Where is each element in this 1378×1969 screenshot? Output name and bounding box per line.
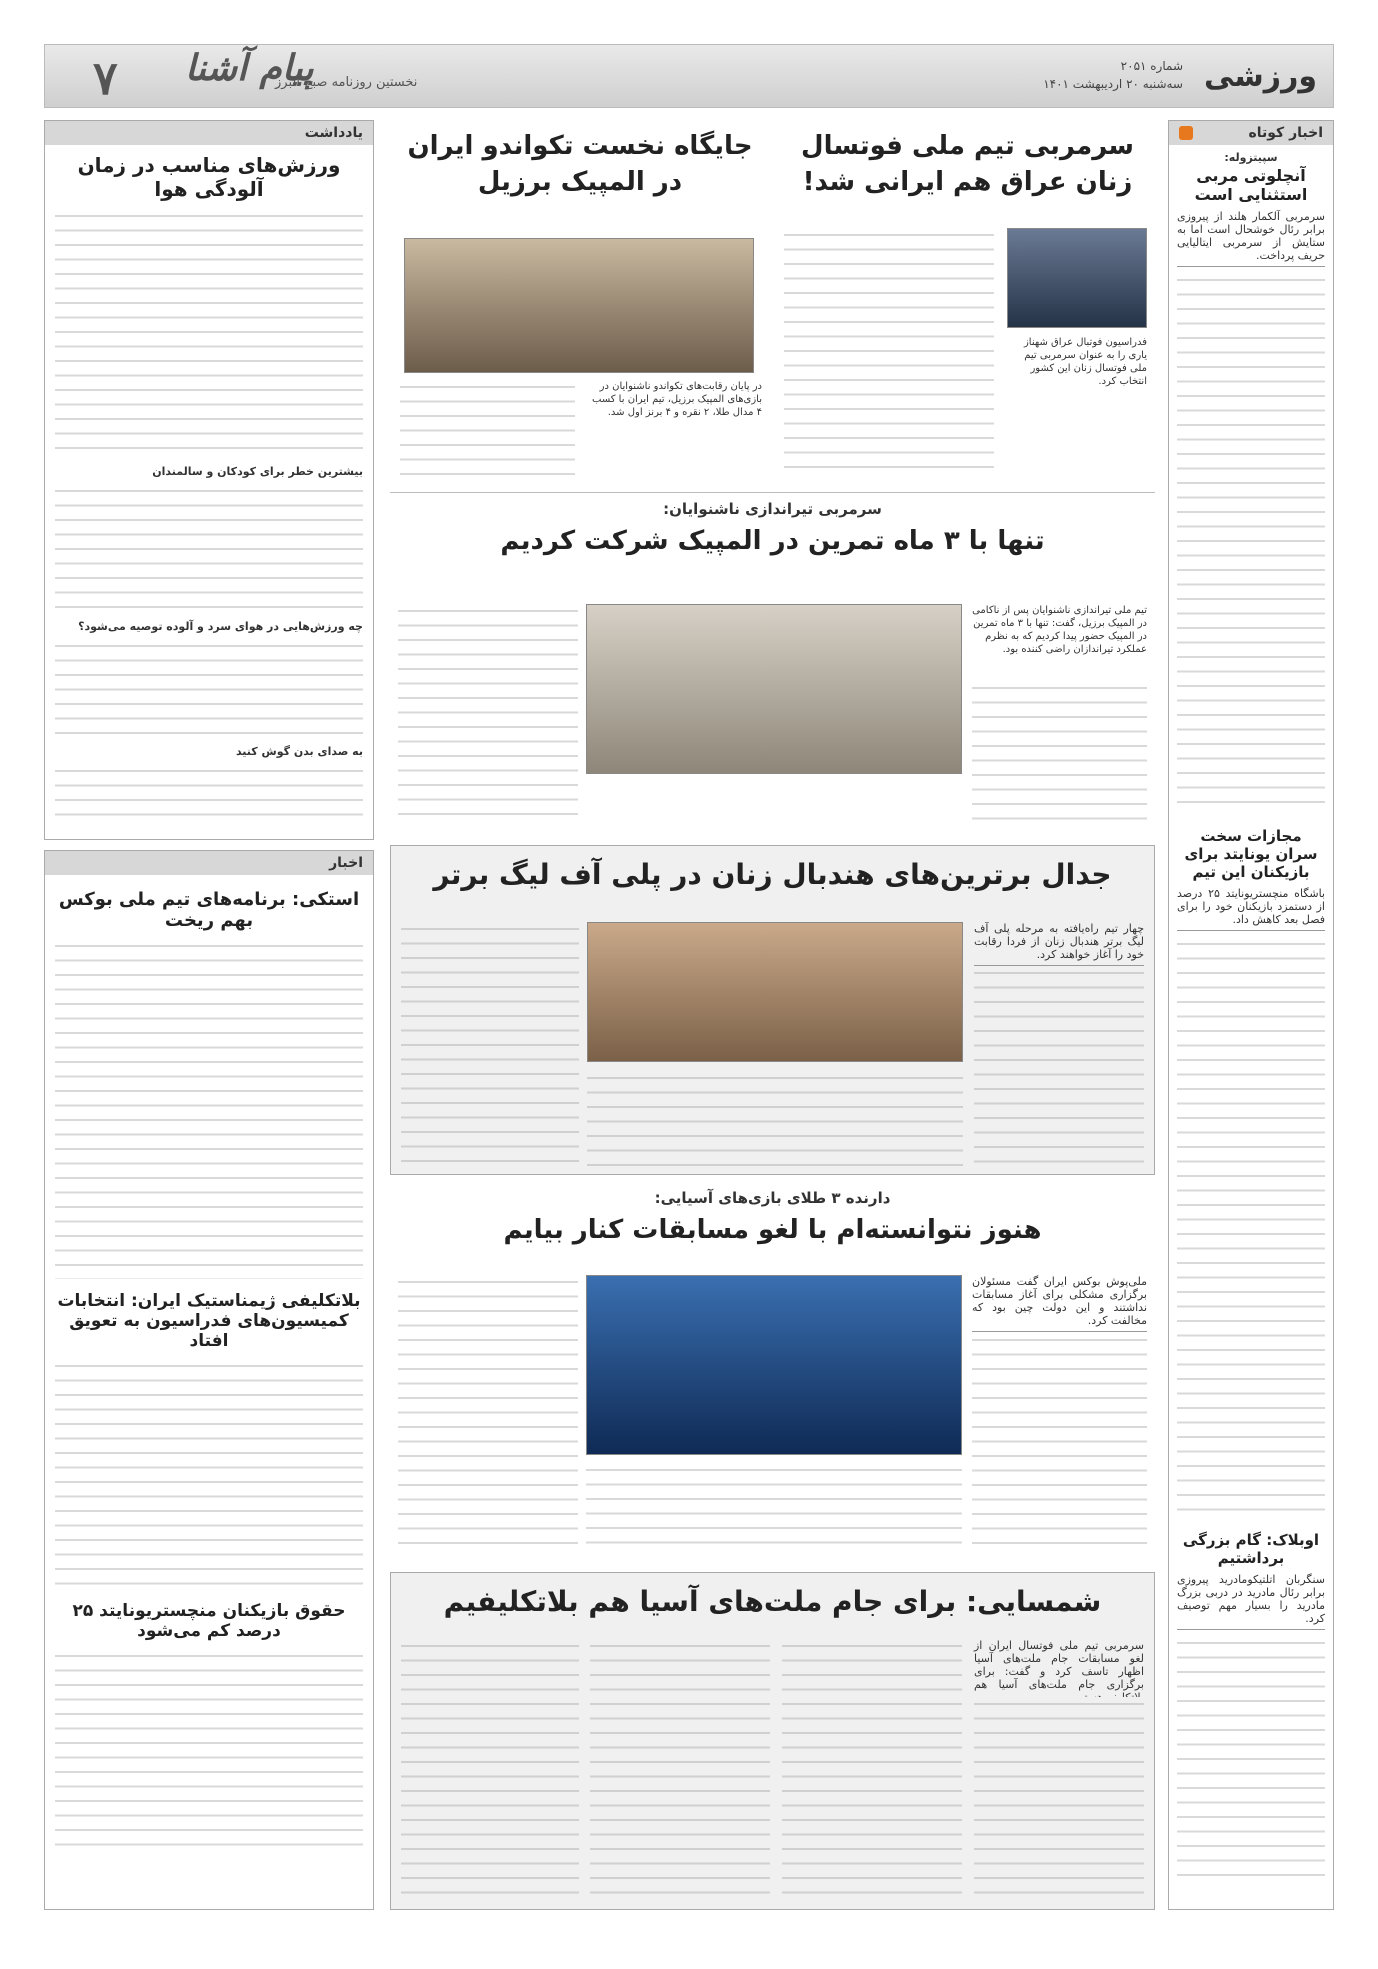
note-body-4 [55,764,363,824]
note-body-1 [55,209,363,459]
rss-icon [1179,126,1193,140]
afc-title: شمسایی: برای جام ملت‌های آسیا هم بلاتکلیفیم [443,1585,1102,1618]
boxing-lead: ملی‌پوش بوکس ایران گفت مسئولان برگزاری مشکلی برای آغاز مسابقات نداشتند و این دولت چین بود که مخالفت کرد. [972,1275,1147,1332]
futsal-caption: فدراسیون فوتبال عراق شهناز یاری را به عنوان سرمربی تیم ملی فوتسال زنان این کشور انتخاب کرد. [1023,337,1147,387]
afc-body-col1 [974,1697,1144,1901]
item2-body [1177,937,1325,1517]
news1-body [55,939,363,1279]
boxing-story [390,1185,1155,1565]
newspaper-logo: پیام آشنا [185,47,314,89]
short-news-label: اخبار کوتاه [1248,125,1323,141]
short-news-header [1169,121,1333,145]
shooting-caption: تیم ملی تیراندازی ناشنوایان پس از ناکامی در المپیک برزیل، گفت: تنها با ۳ ماه تمرین در المپیک حضور پیدا کردیم که به نظرم عملکرد تیراندازان راضی کننده بود. [972,605,1147,655]
afc-body-col4 [401,1639,579,1901]
afc-body-col2 [782,1639,962,1901]
tagline: نخستین روزنامه صبح البرز [275,75,418,90]
futsal-story [780,128,1155,488]
masthead [44,44,1334,108]
item1-body [1177,273,1325,813]
note-column [44,120,374,840]
item1-lead: سرمربی آلکمار هلند از پیروزی برابر رئال خوشحال است اما به ستایش از سرمربی ایتالیایی حریف پرداخت. [1177,210,1325,267]
afc-story [390,1572,1155,1910]
handball-body-left [401,922,579,1166]
issue-info [1043,57,1183,93]
shooting-body-right [972,681,1147,826]
boxing-body-right [972,1333,1147,1555]
shooting-title: تنها با ۳ ماه تمرین در المپیک شرکت کردیم [500,526,1045,556]
note-body-2 [55,484,363,614]
handball-lead: چهار تیم راه‌یافته به مرحله پلی آف لیگ برتر هندبال زنان از فردا رقابت خود را آغاز خواهند کرد. [974,922,1144,966]
note-sub3: به صدای بدن گوش کنید [235,745,363,758]
taekwondo-caption: در پایان رقابت‌های تکواندو ناشنوایان در بازی‌های المپیک برزیل، تیم ایران با کسب ۴ مدال طلا، ۲ نقره و ۴ برنز اول شد. [592,381,762,418]
news1-title: استکی: برنامه‌های تیم ملی بوکس بهم ریخت [58,889,360,931]
item2-lead: باشگاه منچستریونایتد ۲۵ درصد از دستمزد بازیکنان خود را برای فصل بعد کاهش داد. [1177,887,1325,931]
note-body-3 [55,639,363,739]
boxing-body-left [398,1275,578,1555]
news-column [44,850,374,1910]
shooting-story [390,496,1155,836]
issue-date: سه‌شنبه ۲۰ اردیبهشت ۱۴۰۱ [1043,77,1183,91]
boxing-body-center [586,1463,962,1555]
boxer-photo [586,1275,962,1455]
handball-photo [587,922,963,1062]
news3-title: حقوق بازیکنان منچستریونایتد ۲۵ درصد کم می‌شود [72,1601,346,1641]
item1-title: آنچلوتی مربی استثنایی است [1194,166,1308,204]
page-number: ۷ [93,51,118,105]
handball-body-right [974,966,1144,1166]
note-header: یادداشت [45,121,373,145]
boxing-kicker: دارنده ۳ طلای بازی‌های آسیایی: [654,1189,891,1207]
news2-title: بلاتکلیفی ژیمناستیک ایران: انتخابات کمیسیون‌های فدراسیون به تعویق افتاد [57,1291,361,1351]
item3-lead: سنگربان اتلتیکومادرید پیروزی برابر رئال مادرید در دربی بزرگ مادرید را بسیار مهم توصیف کرد. [1177,1573,1325,1630]
handball-story [390,845,1155,1175]
item3-title: اوبلاک: گام بزرگی برداشتیم [1182,1531,1320,1567]
short-news-column [1168,120,1334,1910]
note-title: ورزش‌های مناسب در زمان آلودگی هوا [77,153,341,201]
taekwondo-title: جایگاه نخست تکواندو ایران در المپیک برزیل [407,131,753,197]
item1-kicker: سپیتزوله: [1224,151,1278,164]
shooting-body-left [398,604,578,826]
futsal-body [784,228,994,478]
news3-body [55,1649,363,1849]
afc-lead: سرمربی تیم ملی فوتسال ایران از لغو مسابقات جام ملت‌های آسیا اظهار تاسف کرد و گفت: برای برگزاری جام ملت‌های آسیا هم [974,1639,1144,1709]
handball-body-center [587,1071,963,1166]
news-header: اخبار [45,851,373,875]
boxing-title: هنوز نتوانسته‌ام با لغو مسابقات کنار بیایم [503,1215,1042,1245]
news2-body [55,1359,363,1589]
shooting-photo [586,604,962,774]
afc-body-col3 [590,1639,770,1901]
handball-title: جدال برترین‌های هندبال زنان در پلی آف لیگ برتر [433,858,1112,891]
item3-body [1177,1636,1325,1886]
taekwondo-story [390,128,770,488]
taekwondo-team-photo [404,238,754,373]
section-title: ورزشی [1203,59,1317,94]
note-sub2: چه ورزش‌هایی در هوای سرد و آلوده توصیه می‌شود؟ [78,620,363,633]
note-sub1: بیشترین خطر برای کودکان و سالمندان [152,465,363,478]
divider [390,492,1155,493]
futsal-coach-photo [1007,228,1147,328]
item2-title: مجازات سخت سران یونایتد برای بازیکنان این تیم [1184,827,1318,881]
futsal-title: سرمربی تیم ملی فوتسال زنان عراق هم ایرانی شد! [801,131,1134,197]
shooting-kicker: سرمربی تیراندازی ناشنوایان: [663,500,882,518]
issue-number: شماره ۲۰۵۱ [1120,59,1183,73]
taekwondo-body [400,380,575,480]
